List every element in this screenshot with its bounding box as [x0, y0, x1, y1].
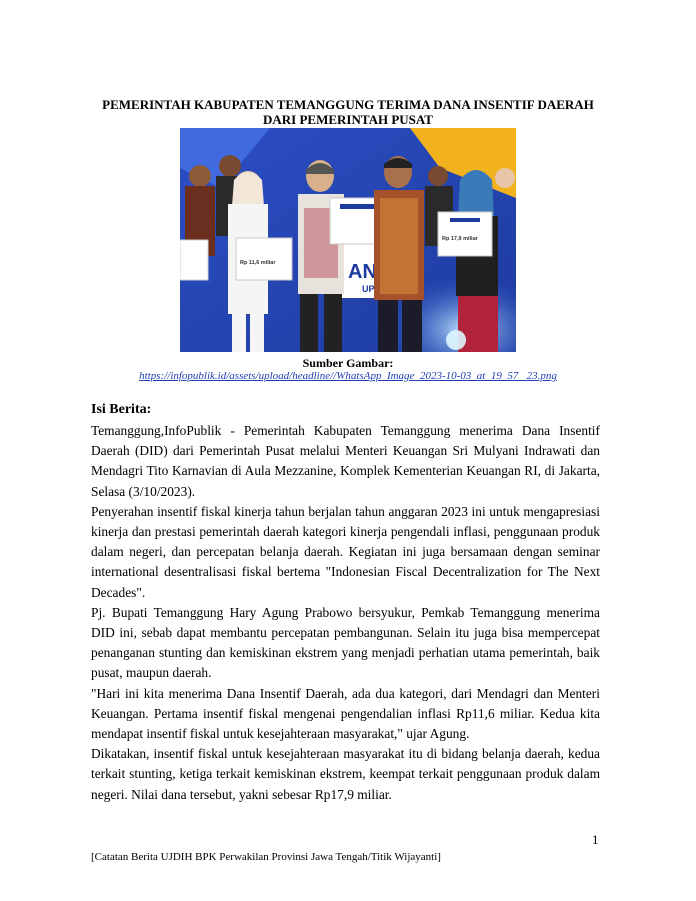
plaque-text-1: Rp 11,6 miliar	[240, 260, 276, 266]
image-source-link[interactable]: https://infopublik.id/assets/upload/headline//WhatsApp_Image_2023-10-03_at_19_57_ 23.png	[139, 370, 557, 382]
plaque-text-2: Rp 17,9 miliar	[442, 236, 478, 242]
article-paragraph: "Hari ini kita menerima Dana Insentif Daerah, ada dua kategori, dari Mendagri dan Menteri Keuangan. Pertama insentif fiskal mengenai pengendalian inflasi Rp11,6 miliar. Kedua kita mendapat insentif fiskal untuk kesejahteraan masyarakat," ujar Agung.	[91, 685, 600, 742]
page-number: 1	[592, 832, 599, 847]
footer-note: [Catatan Berita UJDIH BPK Perwakilan Provinsi Jawa Tengah/Titik Wijayanti]	[91, 851, 441, 863]
article-paragraph: Dikatakan, insentif fiskal untuk kesejahteraan masyarakat itu di bidang belanja daerah, kedua terkait stunting, ketiga terkait kemiskinan ekstrem, keempat terkait penggunaan produk dalam negeri. Nilai dana tersebut, yakni sebesar Rp17,9 miliar.	[91, 746, 600, 802]
award-ceremony-photo	[180, 128, 516, 352]
image-source-label: Sumber Gambar:	[302, 356, 394, 370]
article-paragraph: Temanggung,InfoPublik - Pemerintah Kabupaten Temanggung menerima Dana Insentif Daerah (DID) dari Pemerintah Pusat melalui Menteri Keuangan Sri Mulyani Indrawati dan Mendagri Tito Karnavian di Aula Mezzanine, Komplek Kementerian Keuangan RI, di Jakarta, Selasa (3/10/2023).	[91, 423, 600, 499]
article-paragraph: Penyerahan insentif fiskal kinerja tahun berjalan tahun anggaran 2023 ini untuk mengapresiasi kinerja dan prestasi pemerintah daerah kategori kinerja pengendali inflasi, penggunaan produk dalam negeri, dan percepatan belanja daerah. Kegiatan ini juga bersamaan dengan seminar international desentralisasi fiskal bertema "Indonesian Fiscal Decentralization for The Next Decades".	[91, 503, 600, 600]
content-heading: Isi Berita:	[91, 402, 152, 417]
page-title: PEMERINTAH KABUPATEN TEMANGGUNG TERIMA DANA INSENTIF DAERAH DARI PEMERINTAH PUSAT	[102, 97, 594, 127]
article-paragraph: Pj. Bupati Temanggung Hary Agung Prabowo bersyukur, Pemkab Temanggung menerima DID ini, sebab dapat membantu percepatan pembangunan. Selain itu juga bisa mempercepat penanganan stunting dan kemiskinan ekstrem yang menjadi perhatian utama pemerintah, baik pusat, maupun daerah.	[91, 604, 600, 681]
article-body	[91, 421, 600, 805]
